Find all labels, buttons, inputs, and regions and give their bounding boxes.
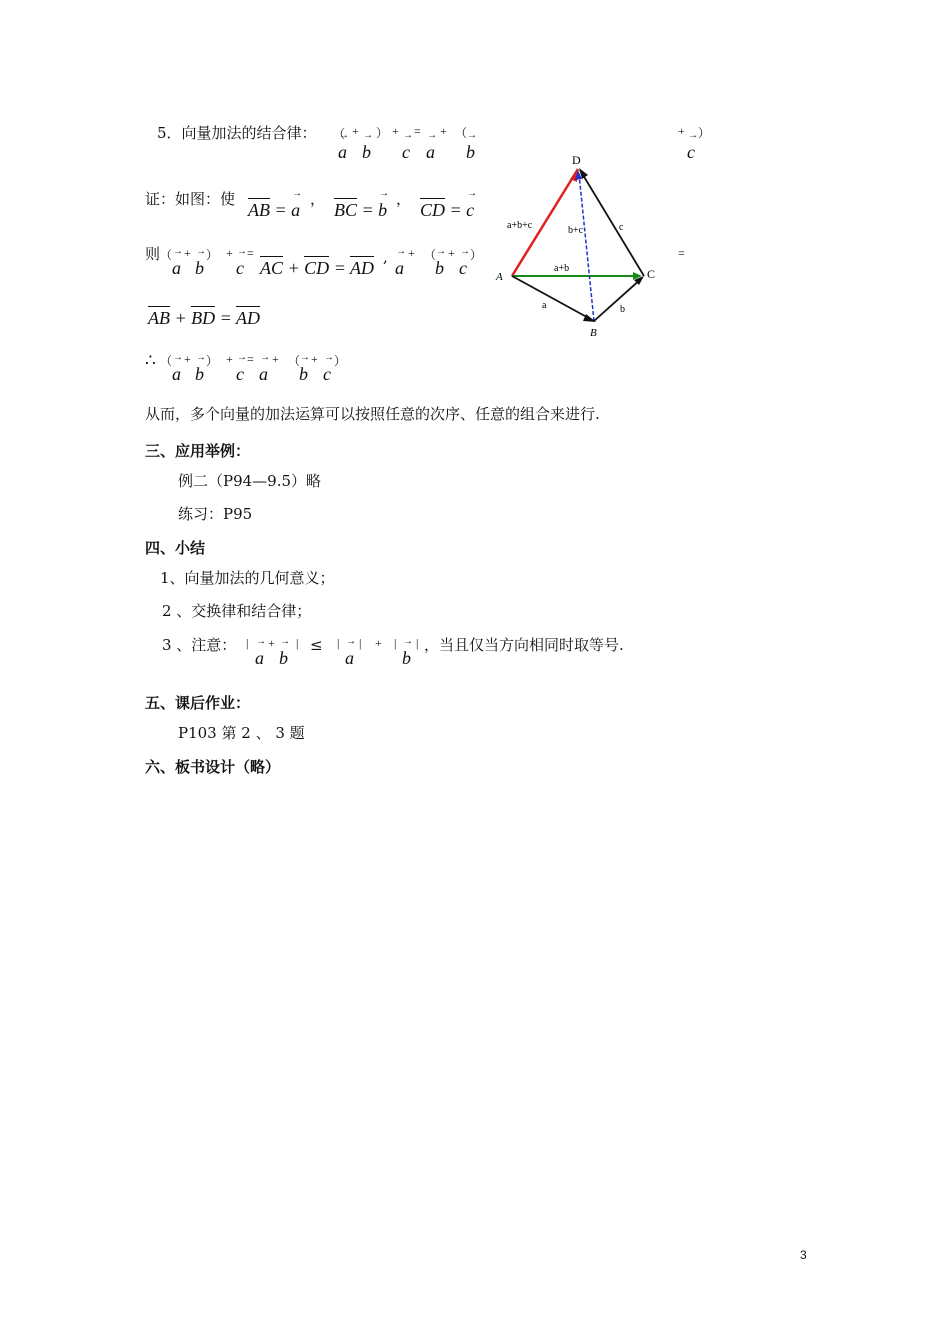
then-lead: 则 <box>145 245 161 263</box>
ineq-vec-a: → a <box>255 648 264 669</box>
tf-plus-2: + <box>226 352 233 366</box>
sec5-heading <box>157 124 317 142</box>
then-plus-2: + <box>226 246 233 260</box>
then-rp-2: ） <box>470 248 483 262</box>
rp-2: ） <box>698 126 711 140</box>
label-a-plus-b: a+b <box>554 263 570 274</box>
vec-a-2: → a <box>426 142 435 163</box>
tf-lp: （ <box>160 354 173 368</box>
plus-2: + <box>392 124 399 138</box>
tf-rp-2: ） <box>334 354 347 368</box>
tf-plus-1: + <box>184 352 191 366</box>
tf-rp: ） <box>206 354 219 368</box>
cd-eq-c: CD = → c <box>420 200 474 221</box>
vec-b-2: → b <box>466 142 475 163</box>
then-rp: ） <box>206 248 219 262</box>
then-eq-2: = <box>678 246 685 260</box>
ineq-plus-1: + <box>268 636 275 650</box>
label-b: b <box>620 304 625 315</box>
sec5-title: 向量加法的结合律： <box>181 124 317 142</box>
then-vec-a-2: → a <box>395 258 404 279</box>
le-symbol: ≤ <box>310 636 323 654</box>
label-a: a <box>542 300 547 311</box>
then-vec-a: → a <box>172 258 181 279</box>
tf-plus-4: + <box>311 352 318 366</box>
vec-b-1: → b <box>362 142 371 163</box>
summary-note: ，当且仅当方向相同时取等号. <box>424 636 624 654</box>
vec-c-2: → c <box>687 142 695 163</box>
point-a-label: A <box>496 271 503 283</box>
page-number: 3 <box>800 1248 807 1262</box>
then-lp-2: （ <box>424 248 437 262</box>
tf-vec-a: → a <box>172 364 181 385</box>
eq-1: = <box>414 124 421 138</box>
tf-vec-c-2: → c <box>323 364 331 385</box>
comma-1: ， <box>310 190 326 208</box>
section5-title: 五、课后作业： <box>145 694 251 712</box>
then-plus-3: + <box>408 246 415 260</box>
vec-a-1: → a <box>338 142 347 163</box>
tf-vec-a-2: → a <box>259 364 268 385</box>
vector-bc <box>594 278 642 321</box>
vec-c-1: → c <box>402 142 410 163</box>
then-plus-4: + <box>448 246 455 260</box>
vector-cd <box>580 170 644 276</box>
lp-2: （ <box>455 126 468 140</box>
ineq-vec-b: → b <box>279 648 288 669</box>
then-vec-b: → b <box>195 258 204 279</box>
point-b-label: B <box>590 327 597 339</box>
bar-6: | <box>416 636 419 650</box>
vector-bd-blue <box>579 174 594 321</box>
section3-title: 三、应用举例： <box>145 442 251 460</box>
then-vec-b-2: → b <box>435 258 444 279</box>
summary-item-1: 1、向量加法的几何意义； <box>160 569 335 587</box>
then-lp: （ <box>160 248 173 262</box>
tf-lp-2: （ <box>288 354 301 368</box>
section3-exercise: 练习：P95 <box>178 505 253 523</box>
section3-example: 例二（P94—9.5）略 <box>178 472 322 490</box>
bar-3: | <box>337 636 340 650</box>
summary-item-2: 2 、交换律和结合律； <box>162 602 312 620</box>
section4-title: 四、小结 <box>145 539 206 557</box>
tf-vec-b: → b <box>195 364 204 385</box>
sec5-number: 5． <box>157 124 182 142</box>
homework-text: P103 第 2 、 3 题 <box>178 724 305 742</box>
bar-4: | <box>359 636 362 650</box>
point-d-label: D <box>572 153 581 167</box>
then-comma: , <box>383 248 388 266</box>
summary-item-3: 3 、注意： <box>162 636 237 654</box>
plus-1: + <box>352 124 359 138</box>
label-b-plus-c: b+c <box>568 225 584 236</box>
assoc-law-formula: （ <box>333 127 346 141</box>
label-a-plus-b-plus-c: a+b+c <box>507 220 533 231</box>
bar-2: | <box>296 636 299 650</box>
ineq-plus-2: + <box>375 636 382 650</box>
tf-vec-b-2: → b <box>299 364 308 385</box>
then-eq: = <box>247 246 254 260</box>
then-vec-c-2: → c <box>459 258 467 279</box>
proof-lead: 证：如图：使 <box>145 190 236 208</box>
comma-2: ， <box>396 190 412 208</box>
then-plus-1: + <box>184 246 191 260</box>
tf-eq: = <box>247 352 254 366</box>
conclusion-text: 从而，多个向量的加法运算可以按照任意的次序、任意的组合来进行. <box>145 405 600 423</box>
plus-4: + <box>678 124 685 138</box>
ineq-vec-a-2: → a <box>345 648 354 669</box>
then-vec-c: → c <box>236 258 244 279</box>
therefore-symbol: ∴ <box>145 351 156 371</box>
tf-vec-c: → c <box>236 364 244 385</box>
label-c: c <box>619 222 624 233</box>
ineq-vec-b-2: → b <box>402 648 411 669</box>
ac-plus-cd-eq-ad: AC + CD = AD <box>260 258 375 278</box>
vector-ab <box>512 276 594 321</box>
plus-3: + <box>440 124 447 138</box>
ab-plus-bd-eq-ad: AB + BD = AD <box>148 308 260 328</box>
tf-plus-3: + <box>272 352 279 366</box>
bar-5: | <box>394 636 397 650</box>
bc-eq-b: BC = → b <box>334 200 387 221</box>
rp-1: ） <box>376 126 389 140</box>
point-c-label: C <box>647 267 656 281</box>
vector-addition-diagram <box>490 146 665 342</box>
section6-title: 六、板书设计（略） <box>145 758 281 776</box>
bar-1: | <box>246 636 249 650</box>
ab-eq-a: AB = → a <box>248 200 300 221</box>
